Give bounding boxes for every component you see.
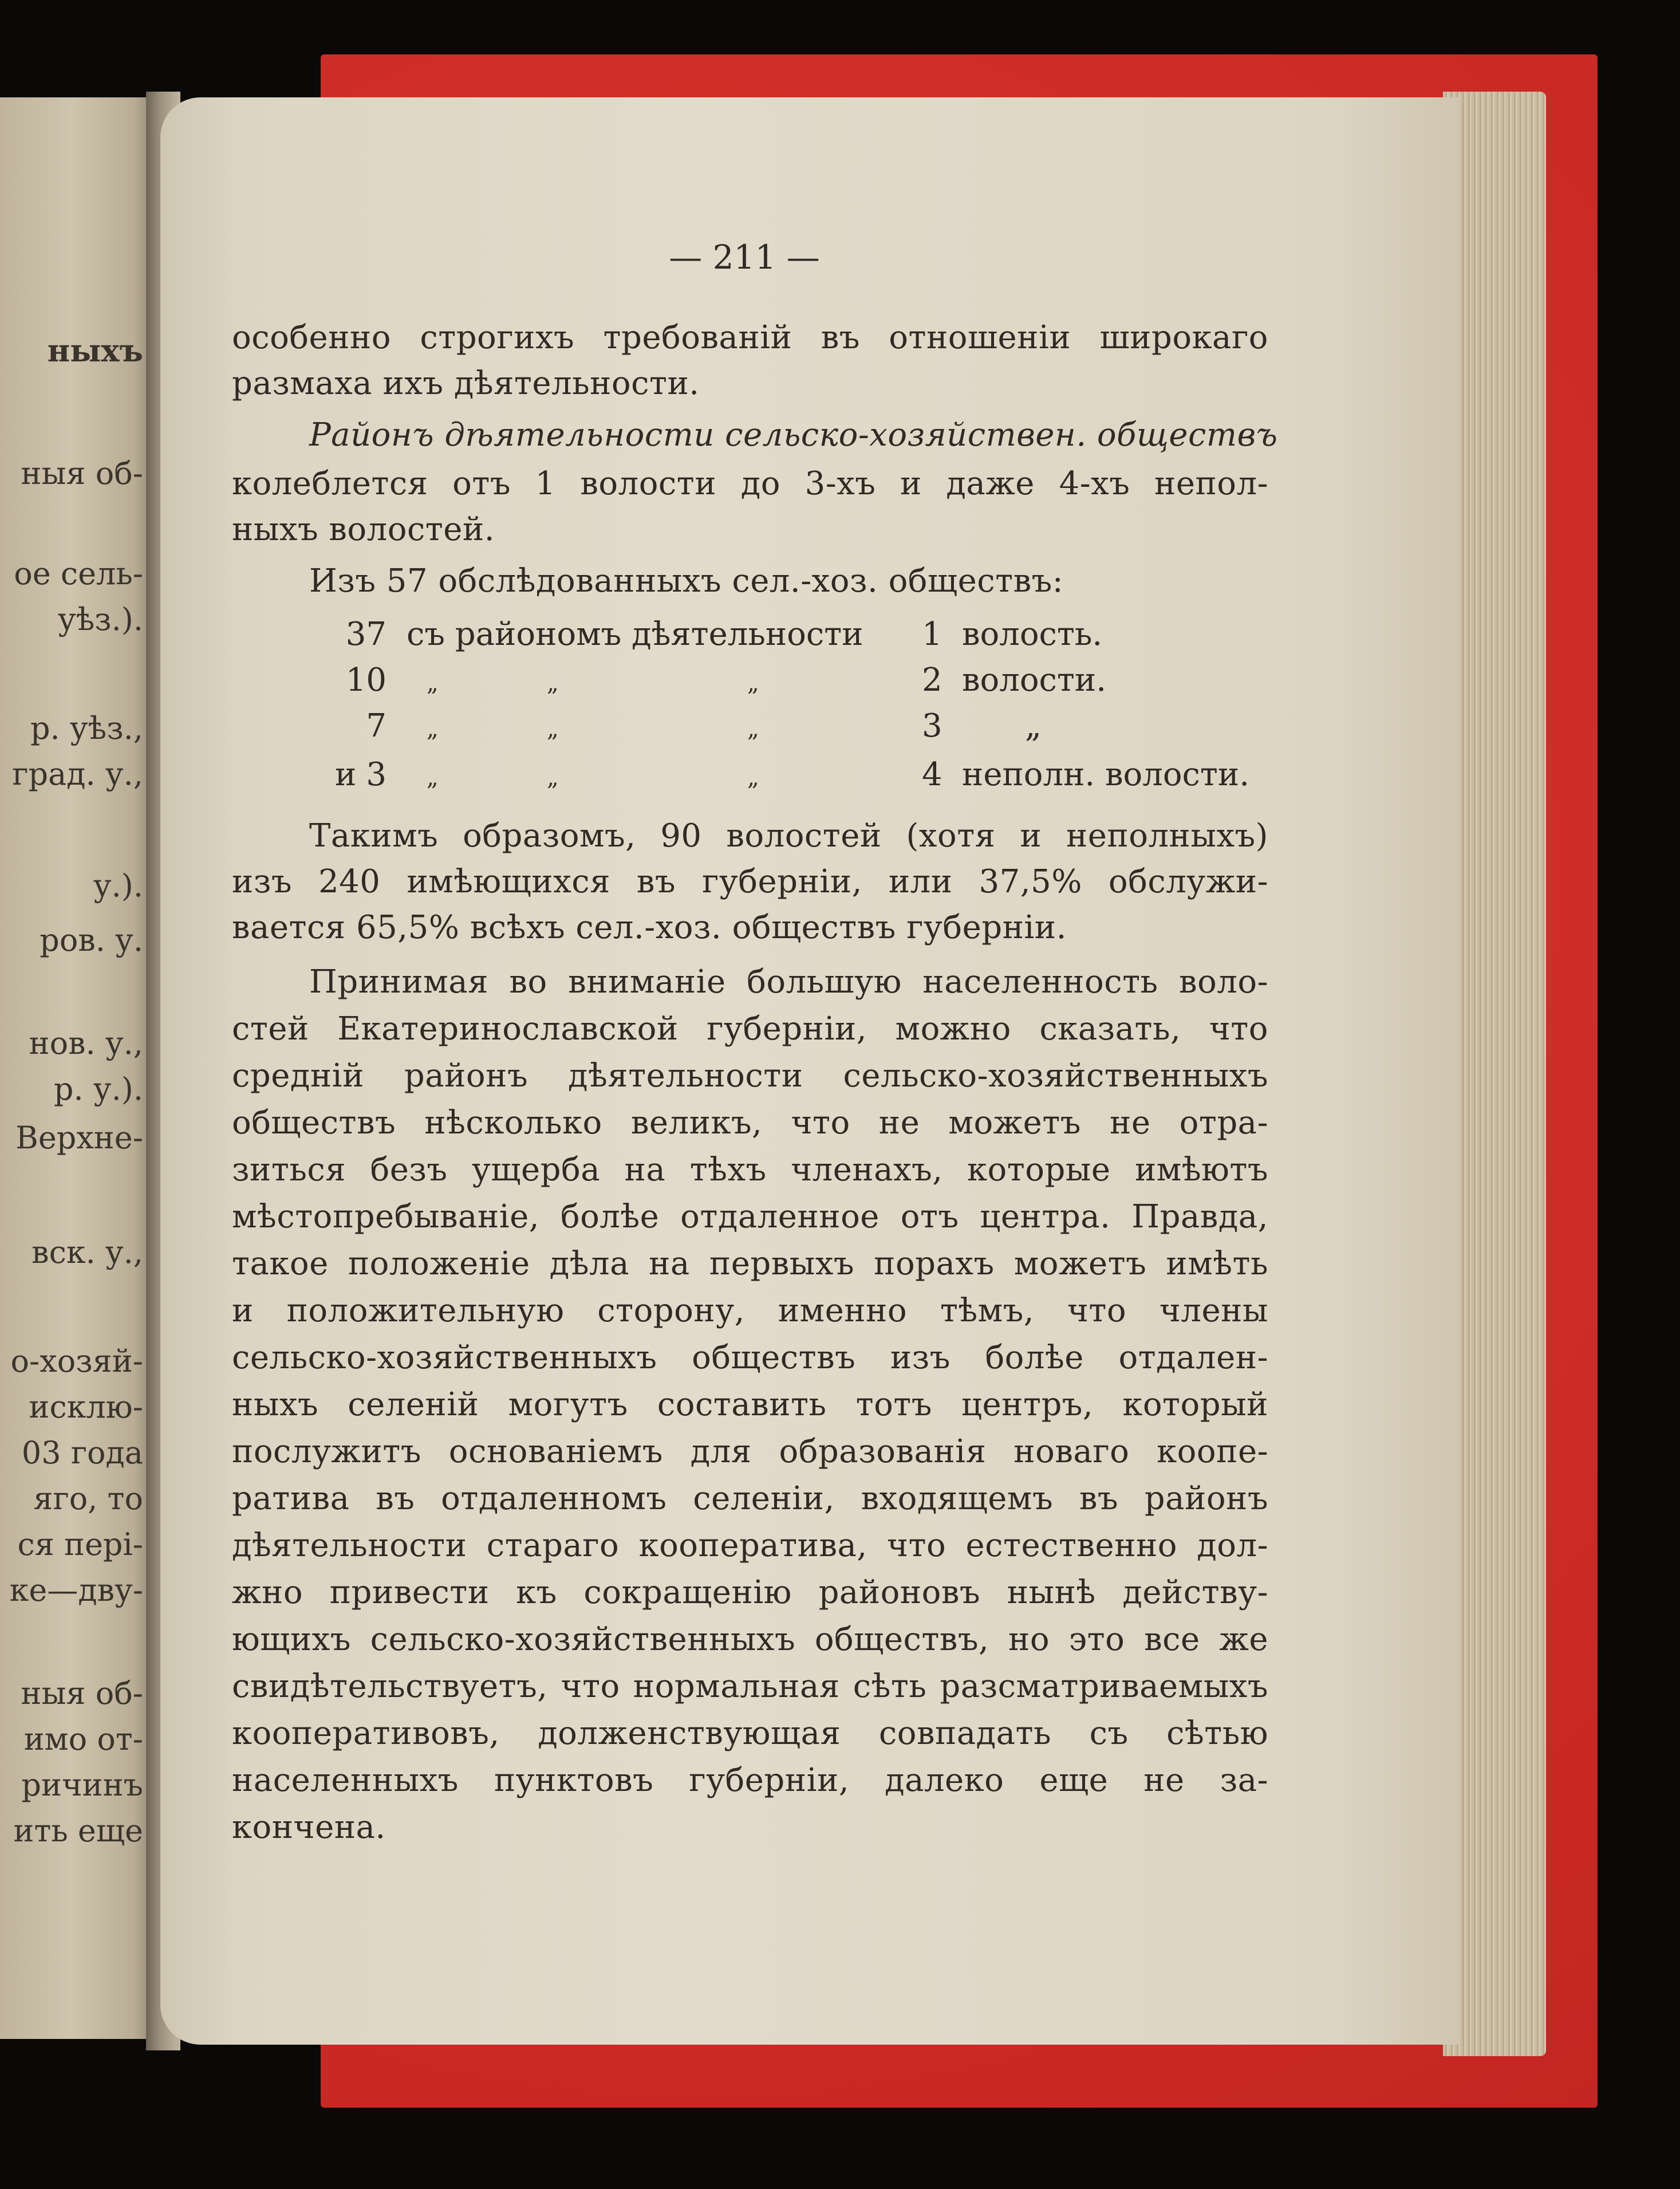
left-page-line: град. у., bbox=[12, 756, 143, 792]
left-page-line: имо от- bbox=[23, 1721, 143, 1757]
text-line: кооперативовъ, долженствующая совпадать съ сѣтью bbox=[232, 1715, 1268, 1752]
table-volost-count: 3 bbox=[922, 707, 942, 745]
text-line: изъ 240 имѣющихся въ губерніи, или 37,5% обслужи- bbox=[232, 863, 1268, 900]
ditto-mark: „ bbox=[547, 765, 559, 791]
ditto-mark: „ bbox=[747, 670, 759, 696]
text-line: стей Екатеринославской губерніи, можно сказать, что bbox=[232, 1010, 1268, 1048]
text-line: ныхъ волостей. bbox=[232, 511, 495, 548]
table-count: 10 bbox=[345, 662, 387, 699]
table-unit: „ bbox=[1025, 707, 1042, 745]
text-line: жно привести къ сокращенію районовъ нынѣ действу- bbox=[232, 1574, 1268, 1611]
text-line: населенныхъ пунктовъ губерніи, далеко еще не за- bbox=[232, 1762, 1268, 1799]
text-line: такое положеніе дѣла на первыхъ порахъ можетъ имѣть bbox=[232, 1245, 1268, 1282]
text-line: колеблется отъ 1 волости до 3-хъ и даже 4-хъ непол- bbox=[232, 465, 1268, 502]
text-line: дѣятельности стараго кооператива, что естественно дол- bbox=[232, 1527, 1268, 1564]
text-line: обществъ нѣсколько великъ, что не можетъ не отра- bbox=[232, 1104, 1268, 1141]
table-count: 37 bbox=[345, 616, 387, 653]
text-line: послужитъ основаніемъ для образованія новаго коопе- bbox=[232, 1433, 1268, 1470]
ditto-mark: „ bbox=[427, 716, 439, 742]
left-page-line: р. уѣз., bbox=[30, 710, 143, 746]
left-page bbox=[0, 97, 157, 2039]
text-line: свидѣтельствуетъ, что нормальная сѣть разсматриваемыхъ bbox=[232, 1668, 1268, 1705]
text-line: размаха ихъ дѣятельности. bbox=[232, 365, 700, 402]
text-line: средній районъ дѣятельности сельско-хозяйственныхъ bbox=[232, 1057, 1268, 1094]
text-line: особенно строгихъ требованій въ отношеніи широкаго bbox=[232, 319, 1268, 356]
left-page-line: р. у.). bbox=[53, 1071, 143, 1107]
text-line: Такимъ образомъ, 90 волостей (хотя и неполныхъ) bbox=[309, 817, 1268, 855]
left-page-line: ся пері- bbox=[17, 1526, 143, 1562]
ditto-mark: „ bbox=[747, 765, 759, 791]
left-page-line: ричинъ bbox=[21, 1767, 143, 1803]
left-page-line: 03 года bbox=[21, 1435, 143, 1471]
table-count: 7 bbox=[366, 707, 387, 745]
text-line: и положительную сторону, именно тѣмъ, что члены bbox=[232, 1292, 1268, 1329]
left-page-line: ныя об- bbox=[21, 455, 143, 491]
left-page-line: ныхъ bbox=[47, 332, 143, 369]
ditto-mark: „ bbox=[747, 716, 759, 742]
text-line: вается 65,5% всѣхъ сел.-хоз. обществъ губерніи. bbox=[232, 909, 1067, 946]
left-page-line: ке—дву- bbox=[9, 1572, 143, 1608]
left-page-line: ое сель- bbox=[14, 556, 143, 592]
ditto-mark: „ bbox=[427, 765, 439, 791]
left-page-line: Верхне- bbox=[15, 1120, 143, 1156]
table-volost-count: 1 bbox=[922, 616, 942, 653]
left-page-line: яго, то bbox=[33, 1481, 143, 1517]
left-page-line: у.). bbox=[93, 868, 143, 904]
ditto-mark: „ bbox=[547, 670, 559, 696]
ditto-mark: „ bbox=[547, 716, 559, 742]
table-volost-count: 4 bbox=[922, 756, 942, 793]
left-page-line: ныя об- bbox=[21, 1675, 143, 1711]
text-line: Районъ дѣятельности сельско-хозяйствен. обществъ bbox=[309, 416, 1278, 454]
left-page-line: вск. у., bbox=[31, 1234, 143, 1270]
text-line: ратива въ отдаленномъ селеніи, входящемъ въ районъ bbox=[232, 1480, 1268, 1517]
table-prefix: и bbox=[335, 756, 357, 793]
text-line: сельско-хозяйственныхъ обществъ изъ болѣе отдален- bbox=[232, 1339, 1268, 1376]
left-page-line: ров. у. bbox=[40, 922, 143, 958]
text-line: ющихъ сельско-хозяйственныхъ обществъ, но это все же bbox=[232, 1621, 1268, 1658]
table-unit: волости. bbox=[962, 662, 1106, 699]
text-line: ныхъ селеній могутъ составить тотъ центръ, который bbox=[232, 1386, 1268, 1423]
table-count: 3 bbox=[366, 756, 387, 793]
text-line: зиться безъ ущерба на тѣхъ членахъ, которые имѣютъ bbox=[232, 1151, 1268, 1188]
table-volost-count: 2 bbox=[922, 662, 942, 699]
text-line: кончена. bbox=[232, 1809, 386, 1846]
left-page-line: уѣз.). bbox=[57, 601, 143, 637]
table-unit: неполн. волости. bbox=[962, 756, 1250, 793]
page-number: — 211 — bbox=[669, 238, 820, 277]
left-page-line: нов. у., bbox=[29, 1025, 143, 1061]
ditto-mark: „ bbox=[427, 670, 439, 696]
table-label: съ райономъ дѣятельности bbox=[407, 616, 863, 653]
table-unit: волость. bbox=[962, 616, 1103, 653]
left-page-line: ить еще bbox=[13, 1813, 143, 1849]
left-page-line: о-хозяй- bbox=[10, 1343, 143, 1379]
text-line: мѣстопребываніе, болѣе отдаленное отъ центра. Правда, bbox=[232, 1198, 1268, 1235]
text-line: Изъ 57 обслѣдованныхъ сел.-хоз. обществъ: bbox=[309, 562, 1064, 600]
left-page-line: исклю- bbox=[29, 1389, 143, 1425]
text-line: Принимая во вниманіе большую населенность воло- bbox=[309, 963, 1268, 1001]
